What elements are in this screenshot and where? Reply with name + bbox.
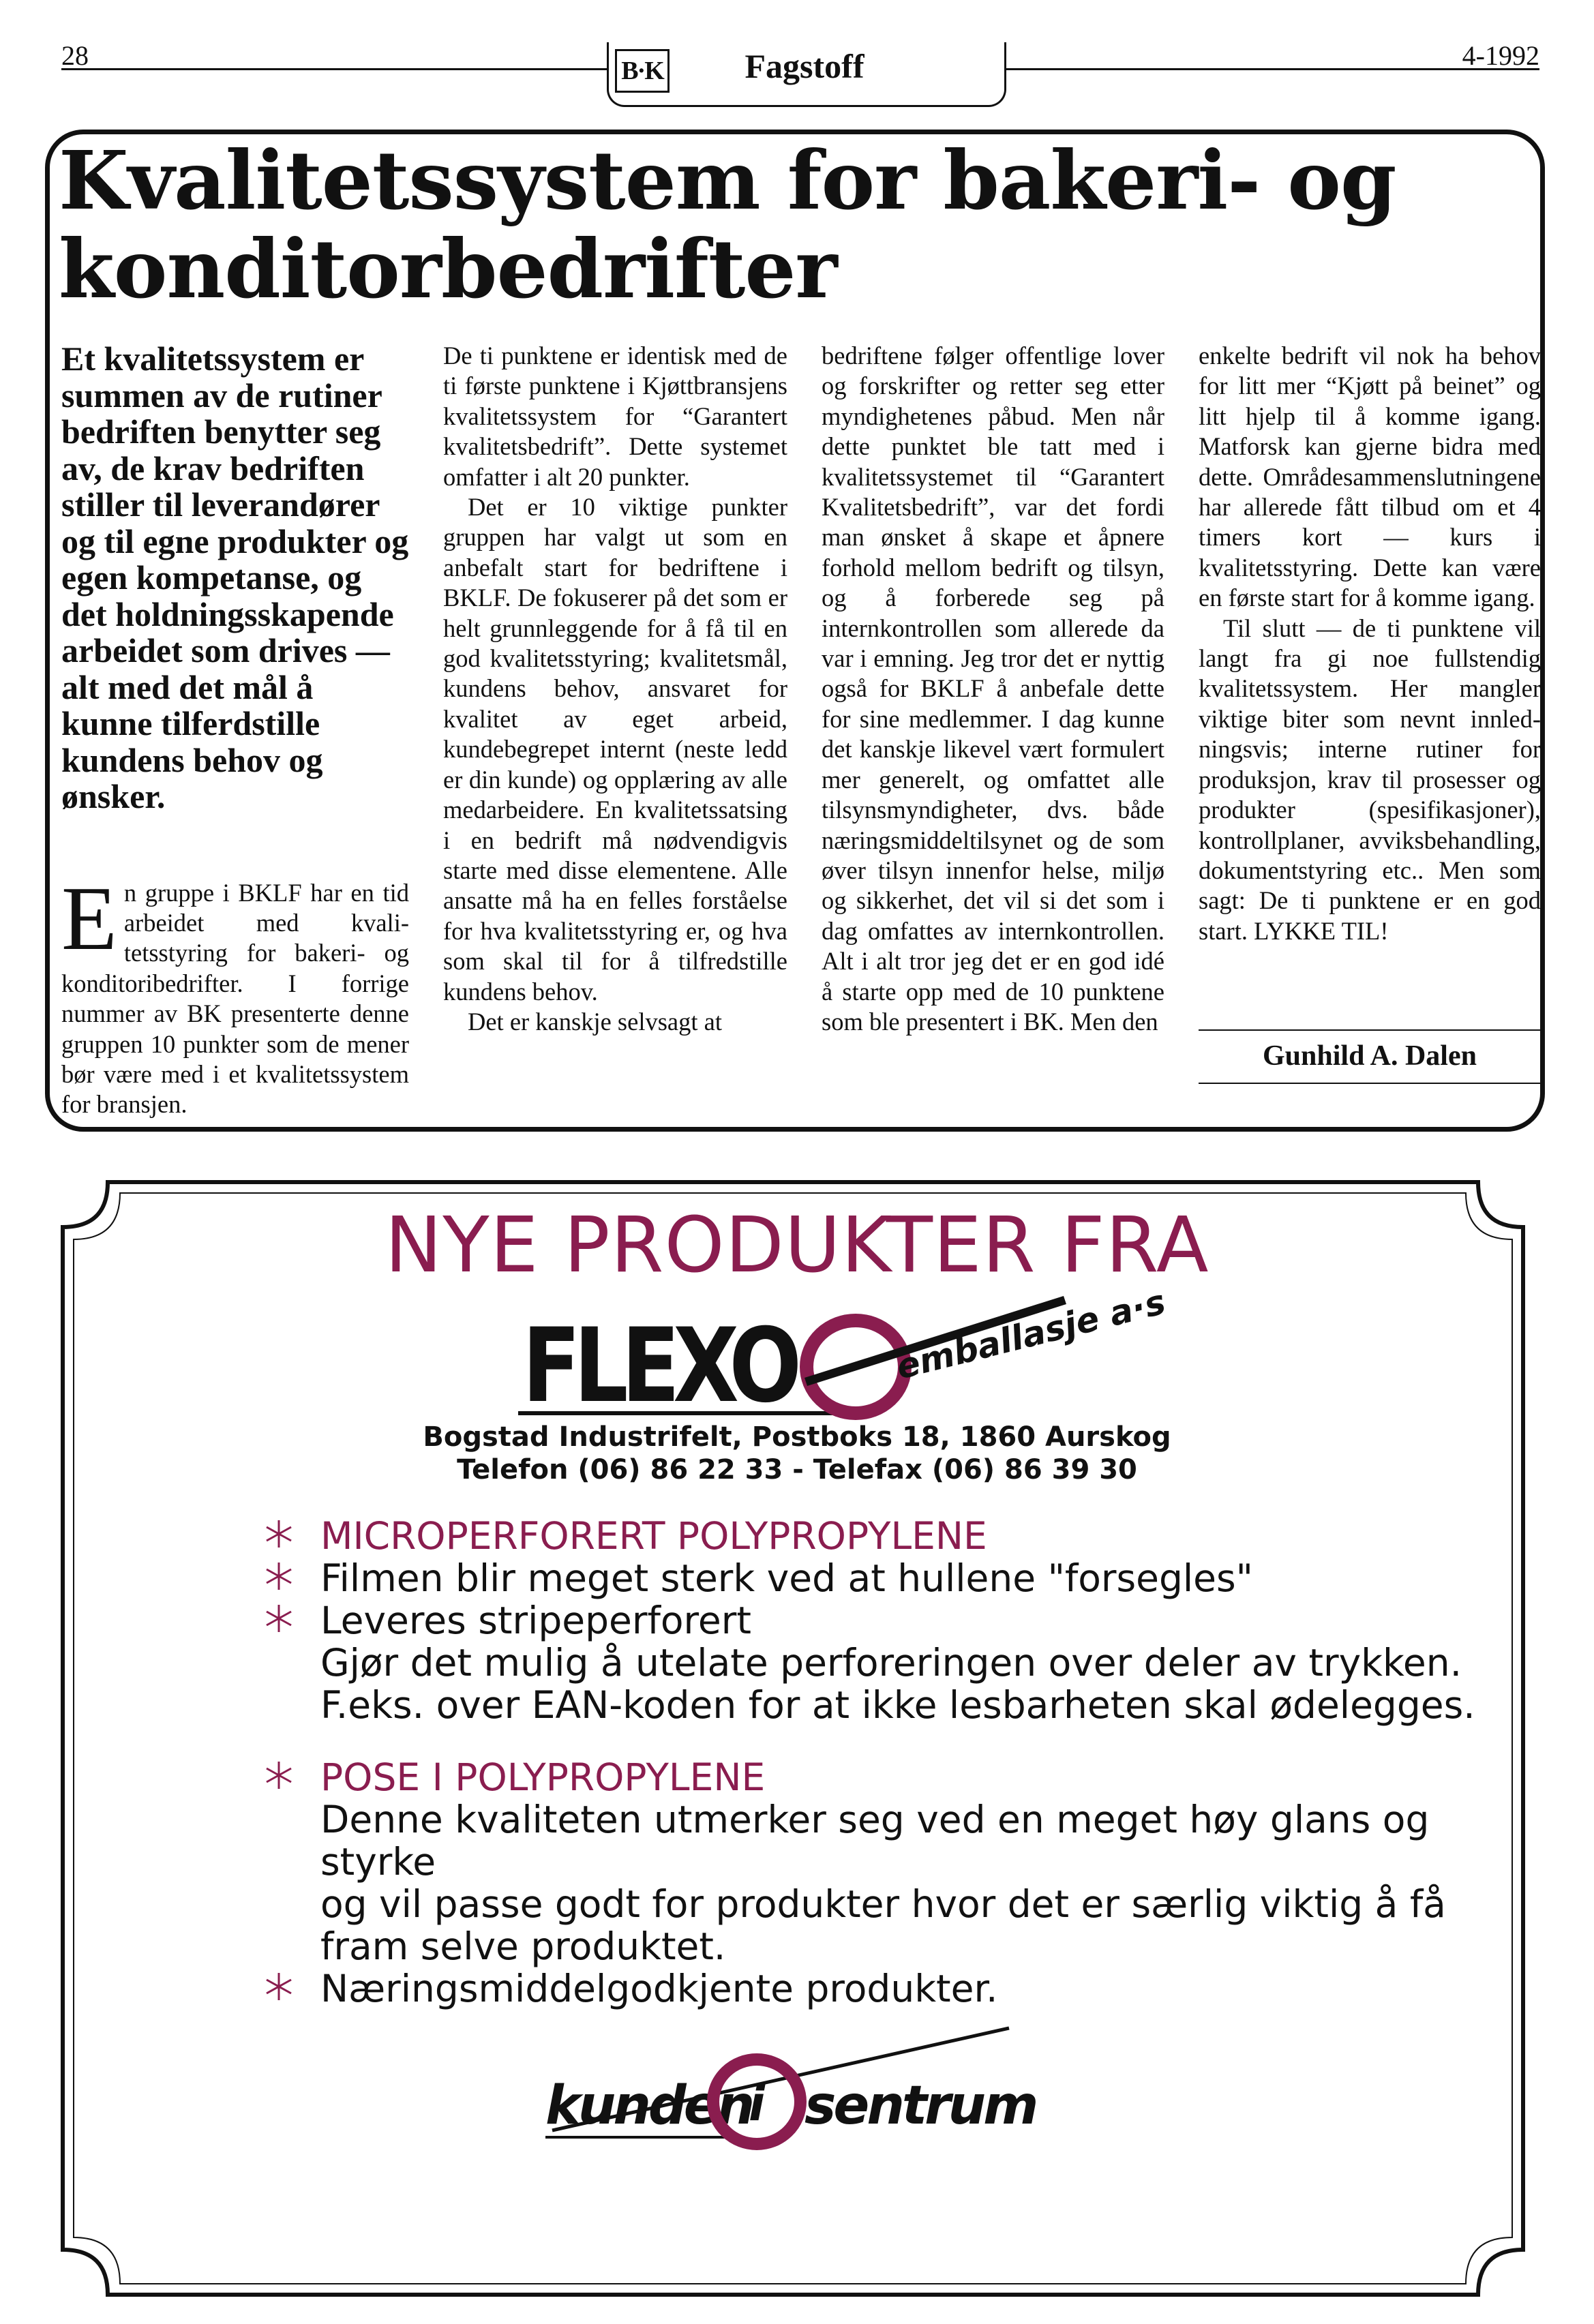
ad-address-line: Bogstad Industrifelt, Postboks 18, 1860 Aurskog [423, 1421, 1171, 1453]
article-paragraph: n gruppe i BKLF har en tid arbeidet med kvalitetsstyring for bakeri- og konditoribedrifter. I forrige nummer av BK presenterte denne gruppen 10 punkter som de mener bør være med i et kvalitetssystem for bransjen. [61, 878, 409, 1119]
article-paragraph: enkelte bedrift vil nok ha behov for litt mer “Kjøtt på beinet” og litt hjelp til å komme igang. Matforsk kan gjerne bidra med dette. Områdesammenslutningene har allerede fått tilbud om et 4 timers kort — kurs i kvalitetsstyring. Dette kan være en første start for å komme igang. [1199, 342, 1541, 612]
signature-rule-bottom [1199, 1083, 1541, 1084]
issue-number: 4-1992 [1462, 40, 1539, 71]
drop-cap: E [61, 867, 117, 969]
feature-text: Leveres stripeperforert [320, 1599, 751, 1642]
article-paragraph: bedriftene følger offentlige lover og forskrifter og retter seg etter myndighetenes påbud. Men når dette punktet ble tatt med i kvalitetssystemet til “Garantert Kvalitetsbedrift”, var det fordi man ønsket å skape et åpnere forhold mellom bedrift og tilsyn, og å forberede seg på internkontrollen som allerede da var i emning. Jeg tror det er nyttig også for BKLF å anbefale dette for sine medlemmer. I dag kunne det kanskje likevel vært formulert mer generelt, og omfattet alle tilsynsmyndigheter, dvs. både næringsmiddeltilsynet og de som øver tilsyn innenfor helse, miljø og sikkerhet, det vil si det som i dag omfattes av internkontrollen. Alt i alt tror jeg det er en god idé å starte opp med de 10 punktene som ble presentert i BK. Men den [822, 342, 1164, 1036]
author-signature: Gunhild A. Dalen [1263, 1040, 1477, 1072]
article-title: Kvalitetssystem for bakeri- og konditorbedrifter [59, 133, 1396, 316]
feature-detail: Gjør det mulig å utelate perforeringen over deler av trykken. [320, 1641, 1462, 1685]
ad-headline: NYE PRODUKTER FRA [385, 1201, 1209, 1290]
article-lede: Et kvalitetssystem er summen av de rutiner bedriften benytter seg av, de krav bedriften stiller til leverandører og til egne produkter og egen kompetanse, og det holdningsskapende arbeidet som drives — alt med det mål å kunne tilferdstille kundens behov og ønsker. [61, 339, 409, 815]
flexo-suffix: emballasje a·s [892, 1282, 1170, 1387]
article-column-4 [1199, 341, 1541, 946]
article-paragraph: Til slutt — de ti punktene vil langt fra gi noe fullstendig kvalitetssystem. Her mangler viktige biter som nevnt innledningsvis; interne rutiner for produksjon, krav til prosesser og produkter (spesifikasjoner), kontrollplaner, avviksbehandling, dokumentstyring etc.. Men som sagt: De ti punktene er en god start. LYKKE TIL! [1199, 614, 1541, 945]
flexo-logo [518, 1282, 1170, 1425]
feature-item [320, 1967, 1520, 2010]
feature-item [320, 1515, 1520, 1557]
article-column-3 [822, 341, 1164, 1037]
bk-logo: B·K [615, 49, 670, 93]
feature-detail: F.eks. over EAN-koden for at ikke lesbarheten skal ødelegges. [320, 1683, 1475, 1727]
article-column-2 [443, 341, 787, 1037]
asterisk-icon [262, 1560, 295, 1593]
feature-text: Filmen blir meget sterk ved at hullene "forsegles" [320, 1556, 1253, 1600]
section-name: Fagstoff [745, 47, 864, 85]
article-paragraph: Det er kanskje selvsagt at [468, 1007, 722, 1036]
asterisk-icon [262, 1518, 295, 1550]
asterisk-icon [262, 1602, 295, 1635]
asterisk-icon [262, 1759, 295, 1792]
feature-item [320, 1756, 1520, 1798]
feature-item [320, 1557, 1520, 1599]
article-column-1 [61, 341, 409, 1120]
article-paragraph: Det er 10 viktige punkter gruppen har valgt ut som en anbefalt start for bedriftene i BKLF. De fokuserer på det som er helt grunnleggende for å få til en god kvalitetsstyring; kvalitetsmål, kundens behov, ansvaret for kvalitet av eget arbeid, kundebegrepet internt (neste ledd er din kunde) og opplæring av alle medarbeidere. En kvalitetssatsing i en bedrift må nødvendigvis starte med disse elementene. Alle ansatte må ha en felles forståelse for hva kvalitetsstyring er, og hva som skal til for å tilfredstille kundens behov. [443, 493, 787, 1006]
feature-detail: Denne kvaliteten utmerker seg ved en meget høy glans og styrke [320, 1798, 1430, 1884]
ad-phone-line: Telefon (06) 86 22 33 - Telefax (06) 86 39 30 [457, 1454, 1137, 1485]
feature-title: MICROPERFORERT POLYPROPYLENE [320, 1514, 987, 1558]
kunden-i-sentrum-logo [539, 2021, 1070, 2158]
feature-item [320, 1599, 1520, 1642]
asterisk-icon [262, 1970, 295, 2003]
page-number: 28 [61, 40, 89, 71]
slogan-i: i [749, 2076, 765, 2132]
slogan-kunden: kunden [545, 2075, 753, 2137]
feature-text: Næringsmiddelgodkjente produkter. [320, 1967, 998, 2010]
feature-detail: fram selve produktet. [320, 1925, 726, 1968]
ad-features [320, 1515, 1520, 2010]
slogan-sentrum: sentrum [804, 2075, 1036, 2137]
feature-title: POSE I POLYPROPYLENE [320, 1755, 766, 1799]
signature-rule-top [1199, 1029, 1541, 1031]
feature-detail: og vil passe godt for produkter hvor det er særlig viktig å få [320, 1882, 1446, 1926]
flexo-wordmark: FLEXO [522, 1307, 798, 1425]
article-paragraph: De ti punktene er identisk med de ti første punktene i Kjøttbransjens kvalitetssystem for “Garantert kvalitetsbedrift”. Dette systemet omfatter i alt 20 punkter. [443, 342, 787, 491]
ad-address [0, 1421, 1594, 1486]
